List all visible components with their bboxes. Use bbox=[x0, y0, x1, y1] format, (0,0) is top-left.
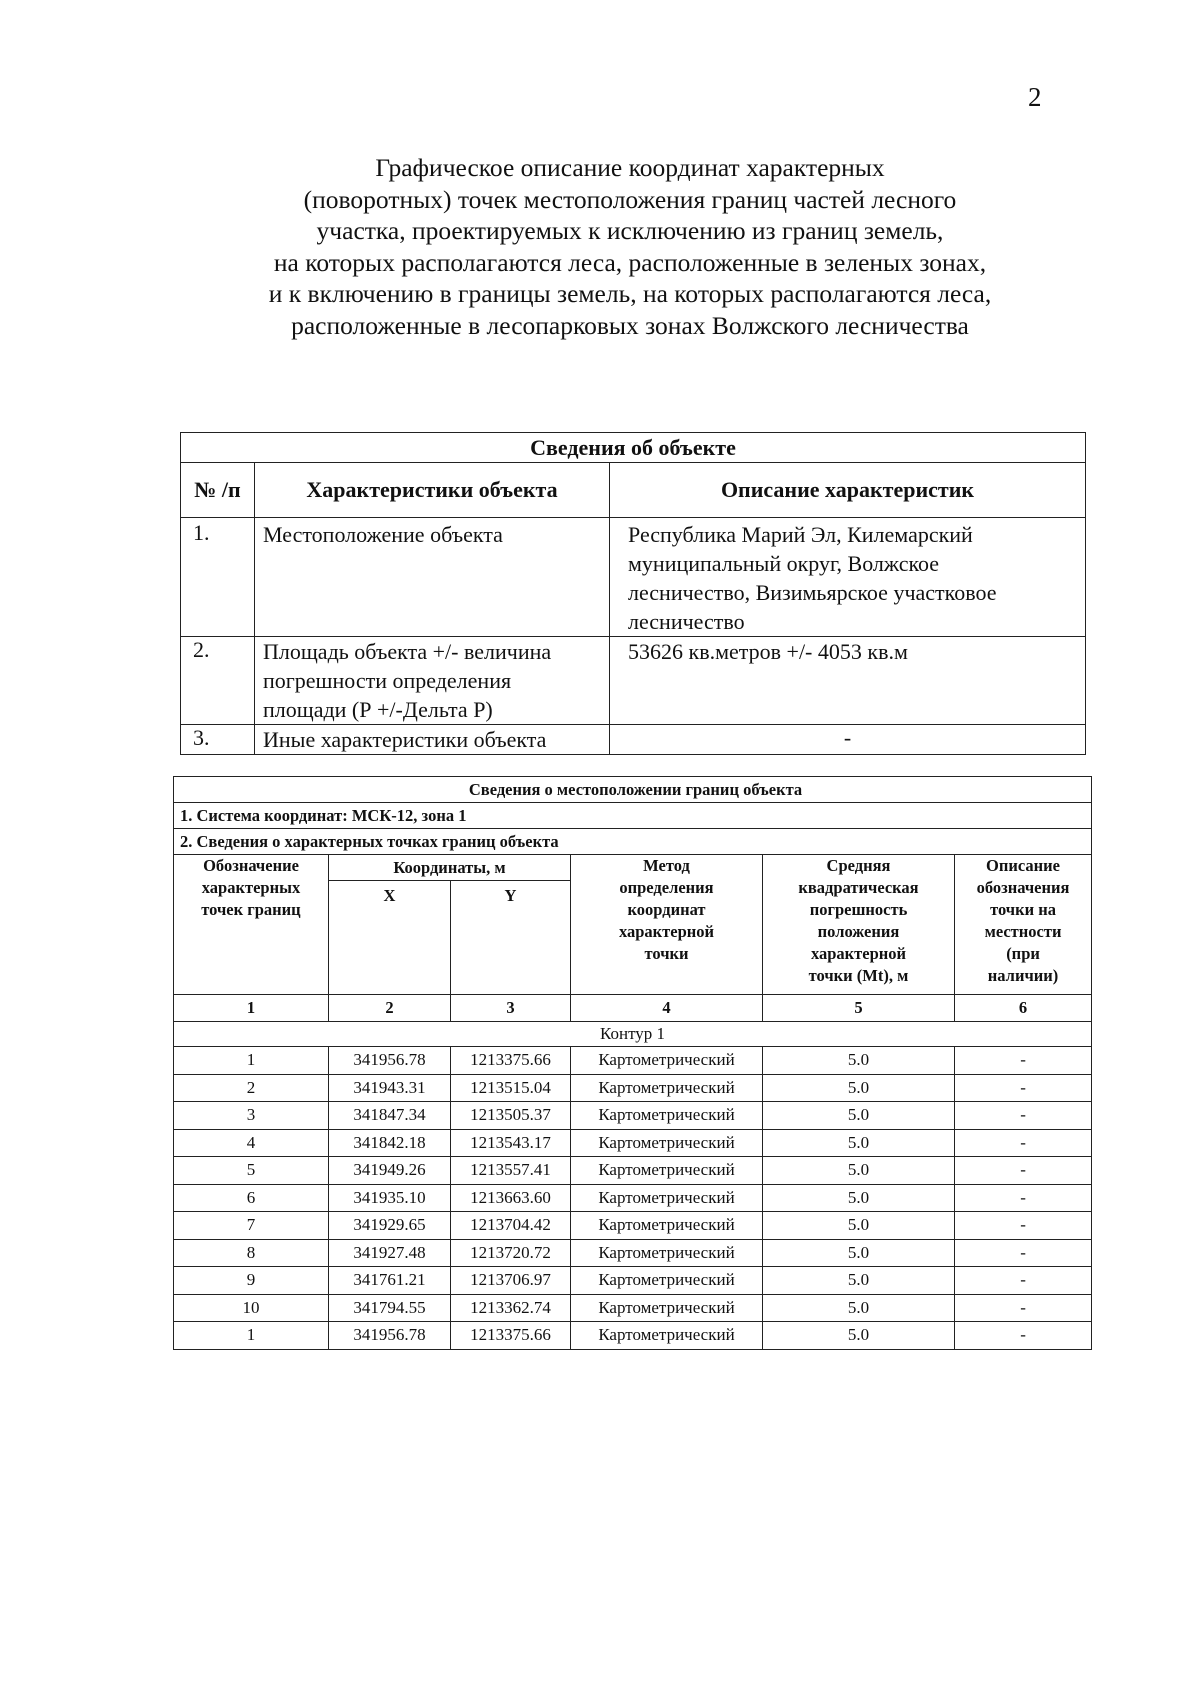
method-cell: Картометрический bbox=[571, 1322, 763, 1350]
header-line: Обозначение bbox=[203, 856, 299, 875]
point-description-cell: - bbox=[955, 1102, 1092, 1130]
y-coordinate-cell: 1213375.66 bbox=[451, 1047, 571, 1075]
y-coordinate-cell: 1213704.42 bbox=[451, 1212, 571, 1240]
characteristic-line: площади (Р +/-Дельта Р) bbox=[263, 697, 493, 722]
table-row bbox=[174, 1102, 1092, 1130]
description-cell bbox=[610, 637, 1086, 725]
y-coordinate-cell: 1213375.66 bbox=[451, 1322, 571, 1350]
point-id-cell: 8 bbox=[174, 1239, 329, 1267]
method-cell: Картометрический bbox=[571, 1184, 763, 1212]
title-line: расположенные в лесопарковых зонах Волжского лесничества bbox=[291, 310, 969, 340]
header-line: (при bbox=[1006, 944, 1040, 963]
header-line: наличии) bbox=[987, 966, 1059, 985]
error-cell: 5.0 bbox=[763, 1102, 955, 1130]
method-cell: Картометрический bbox=[571, 1294, 763, 1322]
y-coordinate-cell: 1213505.37 bbox=[451, 1102, 571, 1130]
y-coordinate-cell: 1213362.74 bbox=[451, 1294, 571, 1322]
column-number: 1 bbox=[174, 995, 329, 1022]
table-row bbox=[174, 1267, 1092, 1295]
coordinate-system: 1. Система координат: МСК-12, зона 1 bbox=[174, 803, 1092, 829]
characteristic-line: Иные характеристики объекта bbox=[263, 727, 547, 752]
header-line: положения bbox=[817, 922, 900, 941]
point-id-cell: 3 bbox=[174, 1102, 329, 1130]
header-line: точки на bbox=[990, 900, 1056, 919]
method-cell: Картометрический bbox=[571, 1267, 763, 1295]
title-line: участка, проектируемых к исключению из границ земель, bbox=[316, 216, 944, 245]
point-description-cell: - bbox=[955, 1267, 1092, 1295]
table-row bbox=[174, 1239, 1092, 1267]
header-line: координат bbox=[627, 900, 706, 919]
col-header-characteristic: Характеристики объекта bbox=[255, 463, 610, 518]
header-line: обозначения bbox=[976, 878, 1070, 897]
col-header-coordinates: Координаты, м bbox=[329, 855, 571, 881]
error-cell: 5.0 bbox=[763, 1294, 955, 1322]
x-coordinate-cell: 341929.65 bbox=[329, 1212, 451, 1240]
method-cell: Картометрический bbox=[571, 1129, 763, 1157]
col-header-description bbox=[955, 855, 1092, 995]
x-coordinate-cell: 341847.34 bbox=[329, 1102, 451, 1130]
col-header-description: Описание характеристик bbox=[610, 463, 1086, 518]
header-line: определения bbox=[619, 878, 714, 897]
table-row bbox=[174, 1184, 1092, 1212]
title-line: и к включению в границы земель, на которых располагаются леса, bbox=[268, 279, 992, 308]
point-description-cell: - bbox=[955, 1129, 1092, 1157]
description-cell bbox=[610, 518, 1086, 637]
point-id-cell: 9 bbox=[174, 1267, 329, 1295]
title-line: (поворотных) точек местоположения границ частей лесного bbox=[303, 184, 957, 214]
method-cell: Картометрический bbox=[571, 1074, 763, 1102]
table-row bbox=[174, 1212, 1092, 1240]
characteristic-cell bbox=[255, 725, 610, 755]
point-id-cell: 4 bbox=[174, 1129, 329, 1157]
header-line: Метод bbox=[643, 856, 690, 875]
table-row bbox=[174, 1129, 1092, 1157]
table-row bbox=[174, 1322, 1092, 1350]
document-title bbox=[190, 152, 1070, 341]
error-cell: 5.0 bbox=[763, 1129, 955, 1157]
column-number: 4 bbox=[571, 995, 763, 1022]
table-row bbox=[174, 1157, 1092, 1185]
x-coordinate-cell: 341794.55 bbox=[329, 1294, 451, 1322]
point-id-cell: 7 bbox=[174, 1212, 329, 1240]
error-cell: 5.0 bbox=[763, 1212, 955, 1240]
y-coordinate-cell: 1213706.97 bbox=[451, 1267, 571, 1295]
method-cell: Картометрический bbox=[571, 1157, 763, 1185]
column-number: 3 bbox=[451, 995, 571, 1022]
point-id-cell: 10 bbox=[174, 1294, 329, 1322]
x-coordinate-cell: 341761.21 bbox=[329, 1267, 451, 1295]
error-cell: 5.0 bbox=[763, 1322, 955, 1350]
table-row bbox=[174, 1047, 1092, 1075]
description-cell bbox=[610, 725, 1086, 755]
column-number: 6 bbox=[955, 995, 1092, 1022]
method-cell: Картометрический bbox=[571, 1102, 763, 1130]
characteristic-line: Площадь объекта +/- величина bbox=[263, 639, 552, 664]
col-header-point bbox=[174, 855, 329, 995]
error-cell: 5.0 bbox=[763, 1267, 955, 1295]
contour-label: Контур 1 bbox=[174, 1022, 1092, 1047]
column-number: 2 bbox=[329, 995, 451, 1022]
point-rows bbox=[174, 1047, 1092, 1350]
description-line: лесничество bbox=[628, 609, 745, 634]
x-coordinate-cell: 341949.26 bbox=[329, 1157, 451, 1185]
description-line: 53626 кв.метров +/- 4053 кв.м bbox=[628, 639, 908, 664]
page-number: 2 bbox=[1028, 82, 1042, 112]
header-line: точки (Mt), м bbox=[808, 966, 909, 985]
point-description-cell: - bbox=[955, 1047, 1092, 1075]
method-cell: Картометрический bbox=[571, 1239, 763, 1267]
header-line: квадратическая bbox=[798, 878, 919, 897]
col-header-x: X bbox=[329, 881, 451, 995]
header-line: Средняя bbox=[826, 856, 891, 875]
header-line: погрешность bbox=[809, 900, 908, 919]
y-coordinate-cell: 1213720.72 bbox=[451, 1239, 571, 1267]
object-info-table bbox=[180, 432, 1086, 755]
col-header-method bbox=[571, 855, 763, 995]
boundary-points-table bbox=[173, 776, 1092, 1350]
row-number: 3. bbox=[181, 725, 255, 755]
y-coordinate-cell: 1213557.41 bbox=[451, 1157, 571, 1185]
characteristic-cell bbox=[255, 637, 610, 725]
col-header-num: № /п bbox=[181, 463, 255, 518]
table-row bbox=[174, 1294, 1092, 1322]
description-line: - bbox=[843, 725, 852, 750]
header-line: Описание bbox=[986, 856, 1061, 875]
error-cell: 5.0 bbox=[763, 1157, 955, 1185]
row-number: 1. bbox=[181, 518, 255, 637]
title-line: Графическое описание координат характерных bbox=[375, 153, 885, 182]
method-cell: Картометрический bbox=[571, 1047, 763, 1075]
header-line: характерных bbox=[201, 878, 301, 897]
boundary-table-heading: Сведения о местоположении границ объекта bbox=[174, 777, 1092, 803]
points-heading: 2. Сведения о характерных точках границ объекта bbox=[174, 829, 1092, 855]
characteristic-cell bbox=[255, 518, 610, 637]
point-description-cell: - bbox=[955, 1074, 1092, 1102]
point-description-cell: - bbox=[955, 1212, 1092, 1240]
row-number: 2. bbox=[181, 637, 255, 725]
table-row bbox=[174, 1074, 1092, 1102]
error-cell: 5.0 bbox=[763, 1184, 955, 1212]
y-coordinate-cell: 1213663.60 bbox=[451, 1184, 571, 1212]
description-line: муниципальный округ, Волжское bbox=[628, 551, 940, 576]
error-cell: 5.0 bbox=[763, 1047, 955, 1075]
point-id-cell: 1 bbox=[174, 1322, 329, 1350]
header-line: местности bbox=[984, 922, 1062, 941]
col-header-error bbox=[763, 855, 955, 995]
point-description-cell: - bbox=[955, 1322, 1092, 1350]
object-table-heading: Сведения об объекте bbox=[181, 433, 1086, 463]
x-coordinate-cell: 341956.78 bbox=[329, 1047, 451, 1075]
point-description-cell: - bbox=[955, 1157, 1092, 1185]
characteristic-line: Местоположение объекта bbox=[263, 522, 503, 547]
point-id-cell: 6 bbox=[174, 1184, 329, 1212]
title-line: на которых располагаются леса, расположенные в зеленых зонах, bbox=[273, 247, 987, 277]
method-cell: Картометрический bbox=[571, 1212, 763, 1240]
characteristic-line: погрешности определения bbox=[263, 668, 512, 693]
error-cell: 5.0 bbox=[763, 1074, 955, 1102]
point-description-cell: - bbox=[955, 1294, 1092, 1322]
point-id-cell: 5 bbox=[174, 1157, 329, 1185]
column-number: 5 bbox=[763, 995, 955, 1022]
description-line: лесничество, Визимьярское участковое bbox=[628, 580, 997, 605]
point-id-cell: 1 bbox=[174, 1047, 329, 1075]
x-coordinate-cell: 341956.78 bbox=[329, 1322, 451, 1350]
header-line: точек границ bbox=[201, 900, 301, 919]
y-coordinate-cell: 1213515.04 bbox=[451, 1074, 571, 1102]
point-description-cell: - bbox=[955, 1239, 1092, 1267]
col-header-y: Y bbox=[451, 881, 571, 995]
x-coordinate-cell: 341842.18 bbox=[329, 1129, 451, 1157]
y-coordinate-cell: 1213543.17 bbox=[451, 1129, 571, 1157]
header-line: точки bbox=[644, 944, 689, 963]
header-line: характерной bbox=[618, 922, 715, 941]
header-line: характерной bbox=[810, 944, 907, 963]
point-id-cell: 2 bbox=[174, 1074, 329, 1102]
x-coordinate-cell: 341943.31 bbox=[329, 1074, 451, 1102]
x-coordinate-cell: 341935.10 bbox=[329, 1184, 451, 1212]
point-description-cell: - bbox=[955, 1184, 1092, 1212]
error-cell: 5.0 bbox=[763, 1239, 955, 1267]
x-coordinate-cell: 341927.48 bbox=[329, 1239, 451, 1267]
description-line: Республика Марий Эл, Килемарский bbox=[628, 522, 973, 547]
